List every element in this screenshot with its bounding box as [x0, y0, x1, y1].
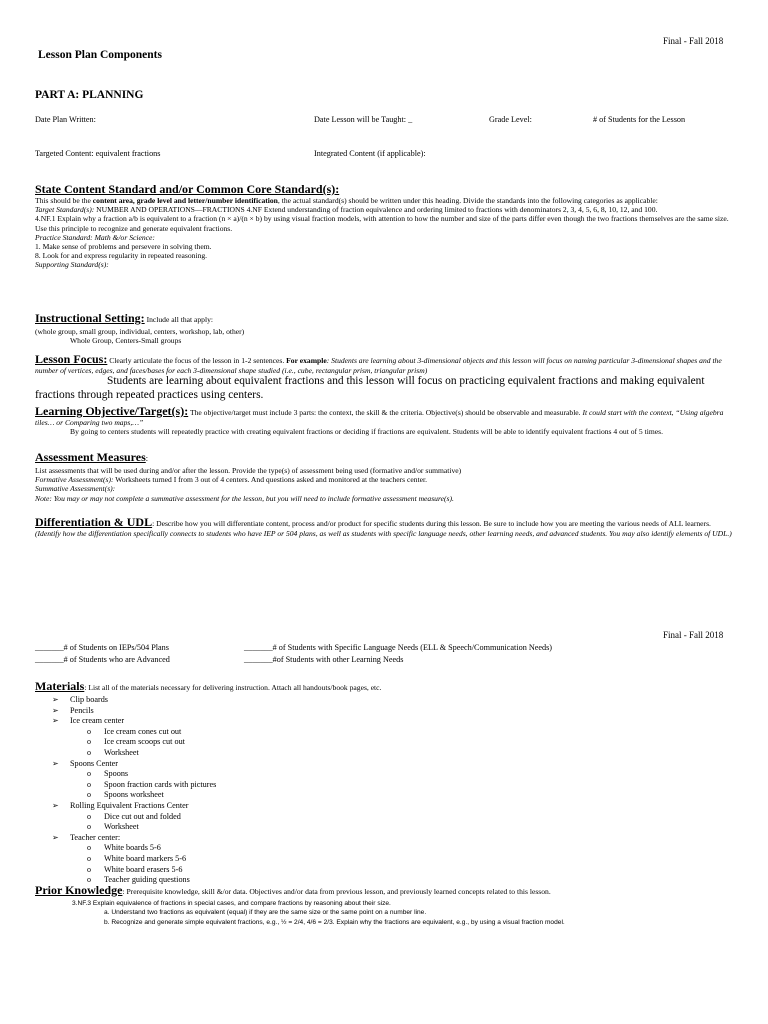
material-subitem [35, 769, 735, 780]
circle-bullet-icon: o [87, 864, 91, 874]
practice-standard-1: 1. Make sense of problems and persevere in solving them. [35, 242, 212, 252]
summative-assessment-label: Summative Assessment(s): [35, 484, 116, 494]
assessment-note: Note: You may or may not complete a summative assessment for the lesson, but you will need to include formative assessment measure(s). [35, 493, 454, 503]
date-plan-written: Date Plan Written: [35, 115, 96, 124]
material-subitems [35, 812, 735, 833]
material-item-label: Ice cream center [70, 716, 125, 726]
prior-3nf3a: a. Understand two fractions as equivalent (equal) if they are the same size or the same point on a number line. [104, 909, 427, 917]
assessment-intro: List assessments that will be used during and/or after the lesson. Provide the type(s) of assessment being used (formative and/or summative) [35, 466, 462, 475]
material-subitem [35, 737, 735, 748]
targeted-content: Targeted Content: equivalent fractions [35, 149, 161, 158]
date-taught: Date Lesson will be Taught: _ [314, 115, 413, 124]
material-subitem-label: Worksheet [104, 822, 139, 832]
material-item-label: Teacher center: [70, 832, 121, 842]
version-label-page2: Final - Fall 2018 [663, 630, 724, 640]
circle-bullet-icon: o [87, 769, 91, 779]
circle-bullet-icon: o [87, 790, 91, 800]
material-subitem [35, 790, 735, 801]
material-subitem-label: Worksheet [104, 747, 139, 757]
objective-heading: Learning Objective/Target(s): [35, 404, 189, 418]
circle-bullet-icon: o [87, 747, 91, 757]
focus-section: Lesson Focus: Clearly articulate the focus of the lesson in 1-2 sentences. For example: Students are learning about 3-dimensional objects and this lesson will focus on naming particular 3-dimensional shapes and the number of vertices, edges, and faces/bases for each 3-dimensional shape studied (i.e., cube, rectangular prism, triangular prism) Students are learning about equivalent fractions and this lesson will focus on practicing equivalent fractions and making equivalent fractions through repeated practices using centers. [35, 353, 735, 402]
material-subitem [35, 812, 735, 823]
material-subitem [35, 748, 735, 759]
material-item-label: Pencils [70, 705, 94, 715]
supporting-standard-label: Supporting Standard(s): [35, 260, 109, 270]
material-subitem-label: Spoons [104, 769, 129, 779]
material-subitem-label: Spoon fraction cards with pictures [104, 779, 217, 789]
integrated-content: Integrated Content (if applicable): [314, 149, 426, 158]
standards-section [35, 183, 735, 270]
version-label: Final - Fall 2018 [663, 36, 724, 46]
material-item [35, 695, 735, 706]
material-subitem [35, 822, 735, 833]
material-item [35, 801, 735, 812]
arrow-bullet-icon: ➢ [52, 832, 59, 842]
material-subitem-label: Ice cream cones cut out [104, 726, 182, 736]
target-standard: Target Standard(s): NUMBER AND OPERATIONS—FRACTIONS 4.NF Extend understanding of fraction equivalence and ordering limited to fractions with denominators 2, 3, 4, 5, 6, 8, 10, 12, and 100. [35, 205, 658, 215]
num-students: # of Students for the Lesson [593, 115, 686, 124]
circle-bullet-icon: o [87, 737, 91, 747]
material-item [35, 706, 735, 717]
materials-heading: Materials [35, 679, 85, 693]
objective-section: Learning Objective/Target(s): The objective/target must include 3 parts: the context, the skill & the criteria. Objective(s) should be observable and measurable. It could start with the context, “Using algebra tiles… or Comparing two maps,…” By going to centers students will repeatedly practice with creating equivalent fractions or deciding if fractions are equivalent. Students will be able to identify equivalent fractions 4 out of 5 times. [35, 405, 735, 436]
material-subitem-label: White boards 5-6 [104, 843, 161, 853]
material-subitem [35, 780, 735, 791]
standards-intro: This should be the content area, grade level and letter/number identification, the actual standard(s) should be written under this heading. Divide the standards into the following categories as applicable: [35, 196, 658, 205]
circle-bullet-icon: o [87, 853, 91, 863]
circle-bullet-icon: o [87, 822, 91, 832]
material-item-label: Spoons Center [70, 758, 118, 768]
materials-section: Materials: List all of the materials necessary for delivering instruction. Attach all handouts/book pages, etc. ➢ Clip boards ➢ Pencils ➢ Ice cream center o Ice cream cones cut out o Ice cream scoops cut out o Worksheet ➢ Spoons Center o Spoons o Spoon fraction cards with pictures o Spoons worksheet ➢ Rolling Equivalent Fractions Center o Dice cut out and folded o Worksheet ➢ Teacher center: o White boards 5-6 o White board markers 5-6 o White board erasers 5-6 o Teacher guiding questions [35, 677, 735, 886]
circle-bullet-icon: o [87, 779, 91, 789]
differentiation-heading: Differentiation & UDL [35, 515, 153, 529]
prior-3nf3: 3.NF.3 Explain equivalence of fractions in special cases, and compare fractions by reasoning about their size. [72, 900, 391, 907]
materials-list [35, 695, 735, 886]
setting-options: (whole group, small group, individual, centers, workshop, lab, other) [35, 327, 245, 336]
material-subitems [35, 769, 735, 801]
material-subitem [35, 843, 735, 854]
focus-heading: Lesson Focus: [35, 352, 108, 366]
material-subitem-label: Dice cut out and folded [104, 811, 181, 821]
assessment-heading: Assessment Measures [35, 450, 146, 464]
material-subitem-label: Spoons worksheet [104, 790, 164, 800]
objective-answer: By going to centers students will repeatedly practice with creating equivalent fractions or deciding if fractions are equivalent. Students will be able to identify equivalent fractions 4 out of 5 times. [70, 427, 663, 437]
material-subitems [35, 843, 735, 885]
material-subitem [35, 727, 735, 738]
document-title: Lesson Plan Components [38, 49, 162, 61]
material-subitem [35, 854, 735, 865]
material-subitem-label: White board erasers 5-6 [104, 864, 183, 874]
setting-value: Whole Group, Centers-Small groups [70, 336, 182, 346]
prior-section: Prior Knowledge: Prerequisite knowledge, skill &/or data. Objectives and/or data from previous lesson, and previously learned concepts related to this lesson. 3.NF.3 Explain equivalence of fractions in special cases, and compare fractions by reasoning about their size. a. Understand two fractions as equivalent (equal) if they are the same size or the same point on a number line. b. Recognize and generate simple equivalent fractions, e.g., ½ = 2/4, 4/6 = 2/3. Explain why the fractions are equivalent, e.g., by using a visual fraction model. [35, 881, 735, 927]
count-language: _______# of Students with Specific Language Needs (ELL & Speech/Communication Needs) [244, 643, 553, 652]
material-subitems [35, 727, 735, 759]
arrow-bullet-icon: ➢ [52, 695, 59, 704]
assessment-section: Assessment Measures: List assessments that will be used during and/or after the lesson. Provide the type(s) of assessment being used (formative and/or summative) Formative Assessment(s): Worksheets turned I from 3 out of 4 centers. And questions asked and monitored at the teachers center. Summative Assessment(s): Note: You may or may not complete a summative assessment for the lesson, but you will need to include formative assessment measure(s). [35, 448, 735, 503]
circle-bullet-icon: o [87, 811, 91, 821]
material-item-label: Rolling Equivalent Fractions Center [70, 800, 189, 810]
material-item-label: Clip boards [70, 695, 108, 704]
material-subitem-label: Teacher guiding questions [104, 875, 190, 885]
prior-heading: Prior Knowledge [35, 883, 123, 897]
standards-heading: State Content Standard and/or Common Core Standard(s): [35, 182, 340, 196]
material-item [35, 759, 735, 770]
arrow-bullet-icon: ➢ [52, 758, 59, 768]
material-subitem [35, 865, 735, 876]
part-a-heading: PART A: PLANNING [35, 89, 144, 101]
count-advanced: _______# of Students who are Advanced [35, 655, 170, 664]
prior-3nf3b: b. Recognize and generate simple equivalent fractions, e.g., ½ = 2/4, 4/6 = 2/3. Explain why the fractions are equivalent, e.g., by using a visual fraction model. [104, 918, 565, 926]
practice-standard-8: 8. Look for and express regularity in repeated reasoning. [35, 251, 208, 261]
standard-4nf1: 4.NF.1 Explain why a fraction a/b is equivalent to a fraction (n × a)/(n × b) by using visual fraction models, with attention to how the number and size of the parts differ even though the two fractions themselves are the same size. Use this principle to recognize and generate equivalent fractions. [35, 214, 729, 233]
differentiation-section: Differentiation & UDL: Describe how you will differentiate content, process and/or product for specific students during this lesson. Be sure to include how you are meeting the various needs of ALL learners. (Identify how the differentiation specifically connects to students who have IEP or 504 plans, as well as students with specific language needs, other learning needs, and advanced students. You may also identify elements of UDL.) [35, 515, 732, 538]
count-other: _______#of Students with other Learning Needs [244, 655, 404, 664]
circle-bullet-icon: o [87, 726, 91, 736]
grade-level: Grade Level: [489, 115, 532, 124]
setting-section: Instructional Setting: Include all that apply: (whole group, small group, individual, centers, workshop, lab, other) Whole Group, Centers-Small groups [35, 309, 735, 345]
material-item [35, 833, 735, 844]
focus-answer: Students are learning about equivalent fractions and this lesson will focus on practicing equivalent fractions and making equivalent fractions through repeated practices using centers. [35, 375, 705, 401]
circle-bullet-icon: o [87, 843, 91, 853]
count-iep: _______# of Students on IEPs/504 Plans [35, 643, 169, 652]
arrow-bullet-icon: ➢ [52, 716, 59, 726]
material-subitem-label: Ice cream scoops cut out [104, 737, 185, 747]
setting-heading: Instructional Setting: [35, 311, 145, 325]
material-subitem-label: White board markers 5-6 [104, 853, 187, 863]
formative-assessment: Formative Assessment(s): Worksheets turned I from 3 out of 4 centers. And questions asked and monitored at the teachers center. [35, 475, 427, 485]
circle-bullet-icon: o [87, 875, 91, 885]
material-item [35, 716, 735, 727]
arrow-bullet-icon: ➢ [52, 705, 59, 715]
practice-standard-label: Practice Standard: Math &/or Science: [35, 232, 155, 242]
arrow-bullet-icon: ➢ [52, 800, 59, 810]
